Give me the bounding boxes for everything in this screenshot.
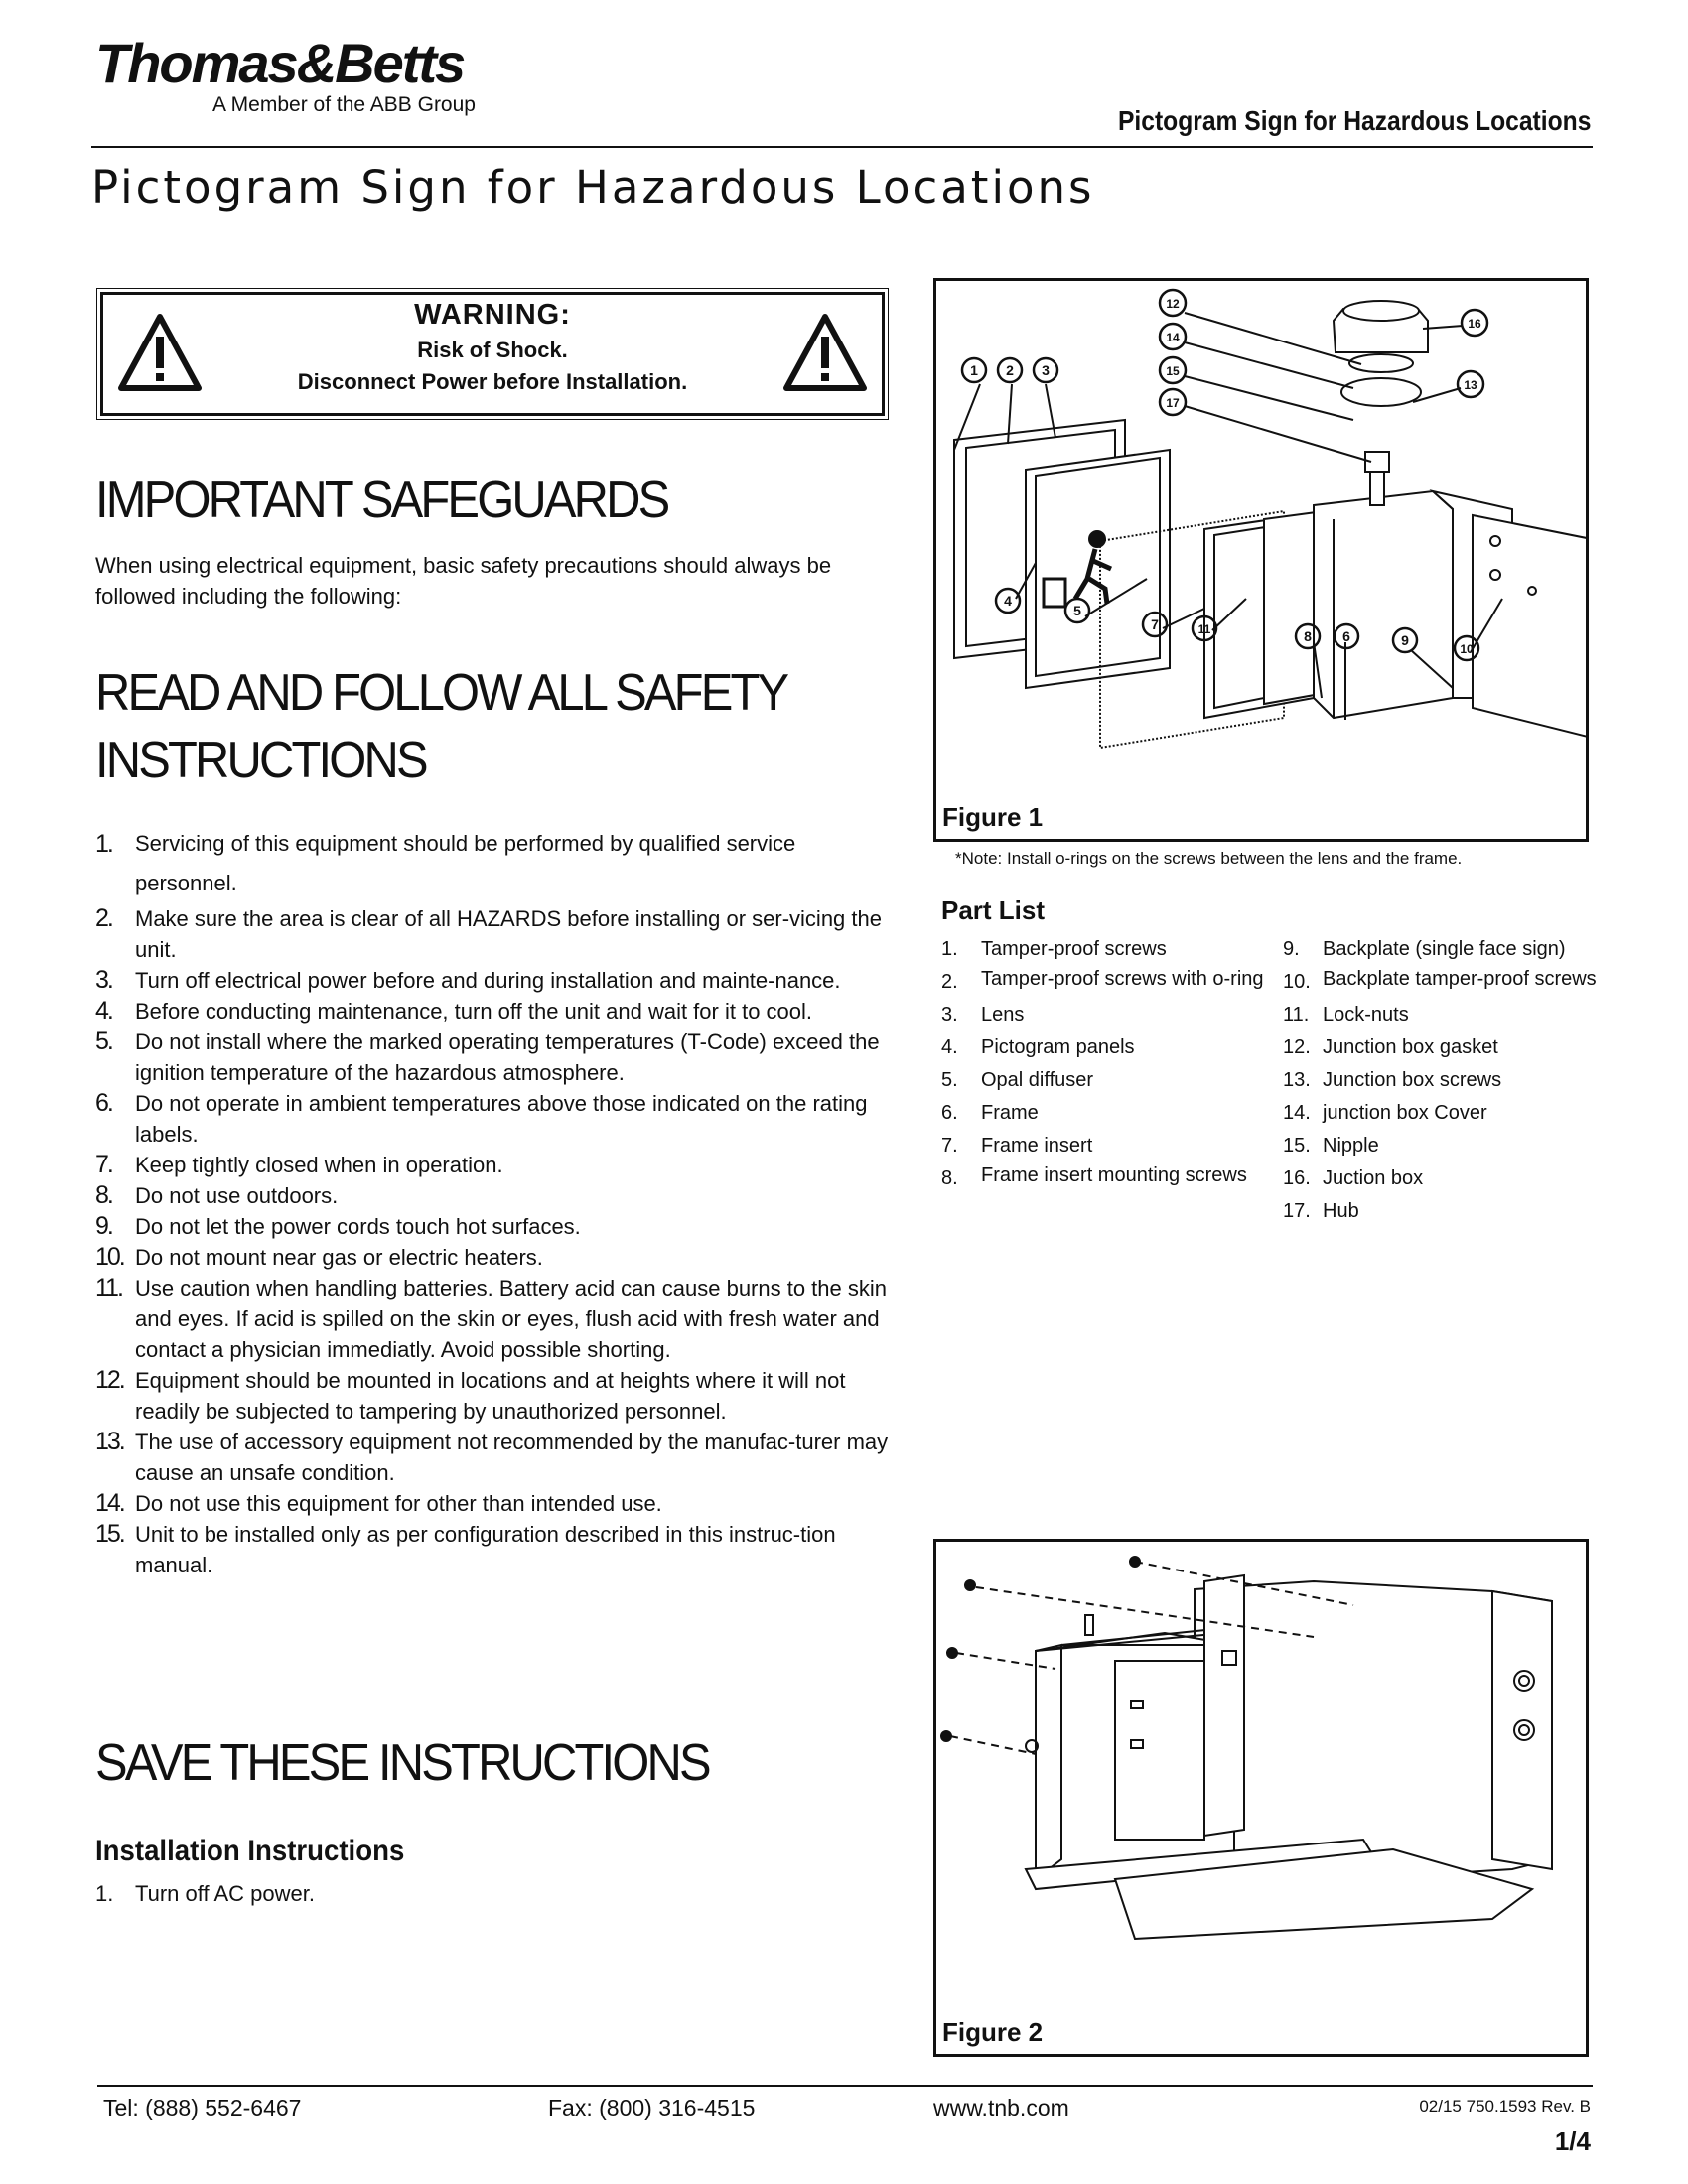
callout-number: 2 bbox=[1006, 362, 1014, 378]
callout-number: 12 bbox=[1166, 297, 1180, 311]
list-item: 2. Make sure the area is clear of all HAZARDS before installing or ser-vicing the unit. bbox=[95, 904, 882, 962]
exploded-view-diagram bbox=[936, 281, 1586, 839]
save-instructions-heading: SAVE THESE INSTRUCTIONS bbox=[95, 1734, 709, 1792]
callout-number: 4 bbox=[1004, 593, 1012, 609]
callout-number: 6 bbox=[1342, 628, 1350, 644]
warning-title: WARNING: bbox=[414, 299, 571, 331]
figure-1 bbox=[933, 278, 1589, 842]
list-item: 3. Turn off electrical power before and during installation and mainte-nance. bbox=[95, 966, 841, 994]
part-list-heading: Part List bbox=[941, 895, 1046, 925]
list-item: 15. Unit to be installed only as per configuration described in this instruc-tion manual. bbox=[95, 1520, 836, 1577]
list-item: 6. Do not operate in ambient temperatures above those indicated on the rating labels. bbox=[95, 1089, 868, 1147]
list-item: 11. Use caution when handling batteries. Battery acid can cause burns to the skin and eyes. If acid is spilled on the skin or eyes, flush acid with fresh water and contact a physician immediatly. Avoid possible shorting. bbox=[95, 1274, 888, 1362]
list-item: 1. Servicing of this equipment should be performed by qualified service personnel. bbox=[95, 830, 796, 895]
callout-number: 14 bbox=[1166, 331, 1180, 344]
running-title: Pictogram Sign for Hazardous Locations bbox=[1117, 105, 1591, 136]
read-follow-heading: READ AND FOLLOW ALL SAFETY INSTRUCTIONS bbox=[95, 664, 786, 789]
list-item: 14. junction box Cover bbox=[1283, 1102, 1487, 1124]
list-item: 9. Backplate (single face sign) bbox=[1283, 938, 1566, 960]
safeguards-intro: When using electrical equipment, basic safety precautions should always be followed including the following: bbox=[95, 553, 832, 609]
footer-phone: Tel: (888) 552-6467 bbox=[103, 2095, 302, 2120]
list-item: 2. Tamper-proof screws with o-ring bbox=[941, 968, 1264, 993]
footer-divider bbox=[97, 2085, 1593, 2087]
brand-logo bbox=[95, 32, 512, 117]
list-item: 12. Junction box gasket bbox=[1283, 1036, 1498, 1058]
list-item: 13. Junction box screws bbox=[1283, 1069, 1502, 1091]
callout-number: 9 bbox=[1401, 632, 1409, 648]
assembly-diagram bbox=[936, 1542, 1586, 2054]
callout-number: 10 bbox=[1460, 642, 1474, 656]
list-item: 3. Lens bbox=[941, 1004, 1025, 1025]
page-number: 1/4 bbox=[1554, 2126, 1591, 2156]
list-item: 6. Frame bbox=[941, 1102, 1039, 1124]
list-item: 5. Opal diffuser bbox=[941, 1069, 1094, 1091]
list-item: 1. Tamper-proof screws bbox=[941, 938, 1167, 960]
warning-line-1: Risk of Shock. bbox=[417, 338, 568, 362]
callout-number: 3 bbox=[1042, 362, 1050, 378]
callout-number: 11 bbox=[1197, 622, 1211, 636]
footer-fax: Fax: (800) 316-4515 bbox=[548, 2095, 756, 2120]
list-item: 15. Nipple bbox=[1283, 1135, 1379, 1157]
warning-line-2: Disconnect Power before Installation. bbox=[297, 369, 688, 394]
part-list-col1 bbox=[941, 933, 1269, 1195]
list-item: 7. Keep tightly closed when in operation. bbox=[95, 1151, 503, 1178]
safety-instructions-list bbox=[95, 824, 890, 1580]
warning-triangle-icon bbox=[782, 313, 868, 392]
callout-number: 17 bbox=[1166, 396, 1180, 410]
callout-number: 13 bbox=[1464, 378, 1477, 392]
list-item: 5. Do not install where the marked operating temperatures (T-Code) exceed the ignition temperature of the hazardous atmosphere. bbox=[95, 1027, 880, 1085]
list-item: 12. Equipment should be mounted in locations and at heights where it will not readily be subjected to tampering by unauthorized personnel. bbox=[95, 1366, 846, 1424]
list-item: 8. Do not use outdoors. bbox=[95, 1181, 339, 1209]
warning-text bbox=[212, 295, 773, 395]
installation-steps bbox=[95, 1878, 315, 1909]
list-item: 13. The use of accessory equipment not recommended by the manufac-turer may cause an unsafe condition. bbox=[95, 1428, 889, 1485]
callout-number: 15 bbox=[1166, 364, 1180, 378]
installation-heading: Installation Instructions bbox=[95, 1835, 405, 1867]
list-item: 1. Turn off AC power. bbox=[95, 1881, 315, 1906]
figure-2 bbox=[933, 1539, 1589, 2057]
list-item: 16. Juction box bbox=[1283, 1167, 1424, 1189]
warning-box bbox=[100, 292, 885, 416]
callout-number: 8 bbox=[1304, 628, 1312, 644]
callout-number: 7 bbox=[1151, 616, 1159, 632]
list-item: 8. Frame insert mounting screws bbox=[941, 1164, 1247, 1189]
list-item: 9. Do not let the power cords touch hot surfaces. bbox=[95, 1212, 581, 1240]
callout-number: 1 bbox=[970, 362, 978, 378]
callout-number: 5 bbox=[1073, 603, 1081, 618]
page-title: Pictogram Sign for Hazardous Locations bbox=[91, 161, 1095, 213]
header-divider bbox=[91, 146, 1593, 148]
list-item: 4. Before conducting maintenance, turn off the unit and wait for it to cool. bbox=[95, 997, 813, 1024]
safeguards-heading: IMPORTANT SAFEGUARDS bbox=[95, 472, 668, 529]
figure-1-caption: Figure 1 bbox=[942, 802, 1044, 832]
list-item: 7. Frame insert bbox=[941, 1135, 1093, 1157]
figure-1-note: *Note: Install o-rings on the screws between the lens and the frame. bbox=[955, 849, 1463, 868]
list-item: 17. Hub bbox=[1283, 1200, 1359, 1222]
figure-2-caption: Figure 2 bbox=[942, 2017, 1044, 2047]
warning-triangle-icon bbox=[117, 313, 203, 392]
list-item: 11. Lock-nuts bbox=[1283, 1004, 1409, 1025]
footer-revision: 02/15 750.1593 Rev. B bbox=[1419, 2097, 1591, 2116]
part-list-col2 bbox=[1283, 933, 1601, 1228]
brand-name: Thomas&Betts bbox=[95, 32, 465, 94]
list-item: 4. Pictogram panels bbox=[941, 1036, 1135, 1058]
footer-website-link[interactable]: www.tnb.com bbox=[933, 2095, 1069, 2120]
callout-number: 16 bbox=[1468, 317, 1481, 331]
list-item: 10. Backplate tamper-proof screws bbox=[1283, 968, 1597, 993]
list-item: 10. Do not mount near gas or electric heaters. bbox=[95, 1243, 543, 1271]
brand-tagline: A Member of the ABB Group bbox=[212, 93, 476, 116]
list-item: 14. Do not use this equipment for other than intended use. bbox=[95, 1489, 662, 1517]
